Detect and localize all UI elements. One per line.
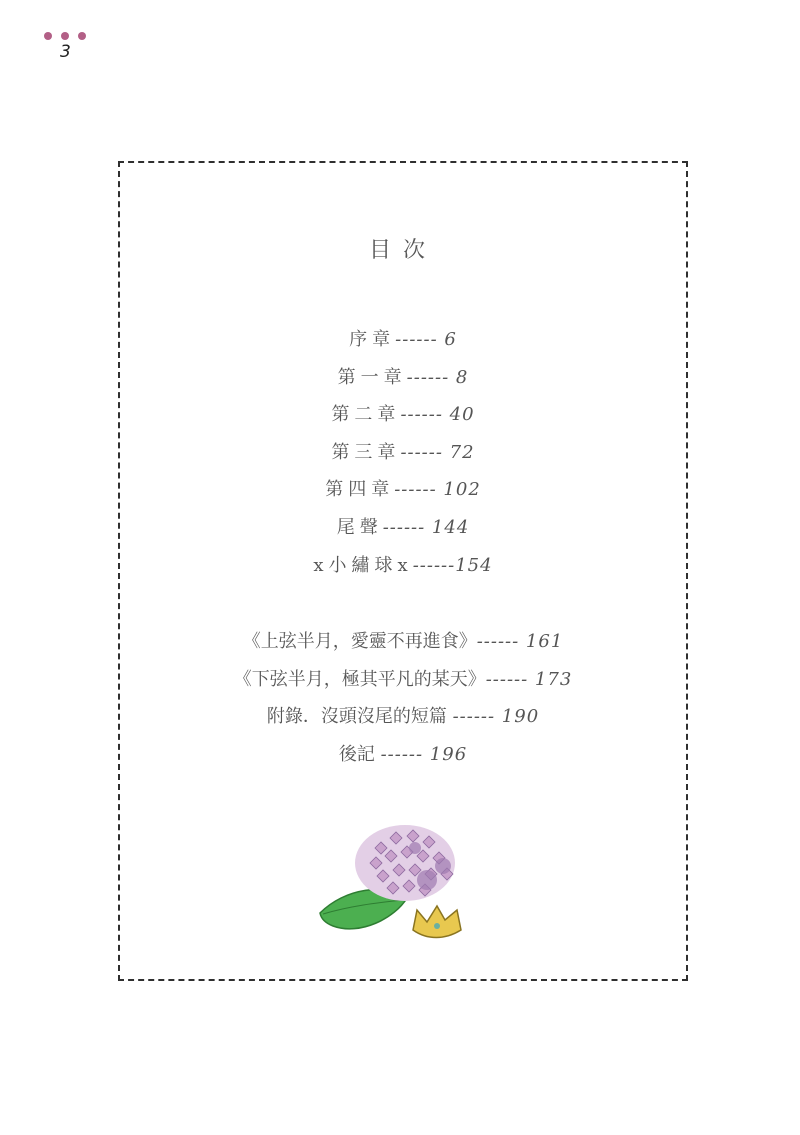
entry-label: 第二章 xyxy=(331,404,401,426)
toc-entry-appendix[interactable] xyxy=(120,698,686,736)
decorative-dots xyxy=(44,32,86,40)
hydrangea-illustration xyxy=(315,818,485,953)
toc-title: 目次 xyxy=(368,238,437,263)
toc-entry-chapter-1[interactable] xyxy=(120,359,686,397)
entry-label: 第四章 xyxy=(325,479,395,501)
entry-separator: ------ xyxy=(400,441,450,463)
toc-entry-afterword[interactable] xyxy=(120,736,686,774)
entry-separator: ------ xyxy=(406,366,456,388)
toc-entry-last-quarter[interactable] xyxy=(120,661,686,699)
entry-label: 第一章 xyxy=(337,366,407,388)
toc-entry-hydrangea[interactable] xyxy=(120,547,686,585)
crown-icon xyxy=(413,906,461,938)
entry-page: 144 xyxy=(431,516,470,538)
entry-page: 72 xyxy=(449,441,475,463)
page-number: 3 xyxy=(60,42,71,62)
toc-entry-prologue[interactable] xyxy=(120,321,686,359)
table-of-contents-frame xyxy=(118,161,688,981)
entry-separator: ------ xyxy=(400,404,450,426)
dot-icon xyxy=(44,32,52,40)
entry-separator: ------ xyxy=(382,516,432,538)
entry-page: 8 xyxy=(455,366,469,388)
toc-entry-first-quarter[interactable] xyxy=(120,623,686,661)
entry-label: x小繡球x xyxy=(313,554,413,576)
entry-page: 40 xyxy=(449,404,475,426)
entry-label: 序章 xyxy=(349,329,396,350)
toc-entry-chapter-3[interactable] xyxy=(120,434,686,472)
entry-label: 尾聲 xyxy=(336,516,383,538)
entry-label: 《下弦半月，極其平凡的某天》 xyxy=(233,668,486,690)
entry-page: 173 xyxy=(534,668,573,690)
entry-separator: ------ xyxy=(476,631,526,652)
entry-label: 後記 xyxy=(338,743,381,765)
hydrangea-flower-icon xyxy=(355,825,455,901)
page-marker xyxy=(44,32,94,62)
dot-icon xyxy=(78,32,86,40)
entry-page: 196 xyxy=(429,743,468,765)
entry-separator: ------ xyxy=(394,479,444,501)
entry-separator: ------ xyxy=(395,329,445,350)
entry-label: 附錄．沒頭沒尾的短篇 xyxy=(266,706,453,727)
toc-entry-epilogue[interactable] xyxy=(120,509,686,547)
toc-entry-chapter-4[interactable] xyxy=(120,471,686,509)
entry-separator: ------ xyxy=(380,743,430,765)
entry-separator: ------ xyxy=(412,554,456,576)
extras-list xyxy=(120,623,686,773)
entry-page: 161 xyxy=(525,631,564,652)
entry-separator: ------ xyxy=(485,668,535,690)
entry-page: 154 xyxy=(455,554,493,576)
entry-page: 190 xyxy=(501,706,540,727)
entry-label: 第三章 xyxy=(331,441,401,463)
chapter-list xyxy=(120,321,686,584)
entry-page: 6 xyxy=(444,329,457,350)
toc-entry-chapter-2[interactable] xyxy=(120,396,686,434)
dot-icon xyxy=(61,32,69,40)
entry-page: 102 xyxy=(443,479,481,501)
entry-label: 《上弦半月，愛靈不再進食》 xyxy=(242,631,477,652)
entry-separator: ------ xyxy=(452,706,502,727)
